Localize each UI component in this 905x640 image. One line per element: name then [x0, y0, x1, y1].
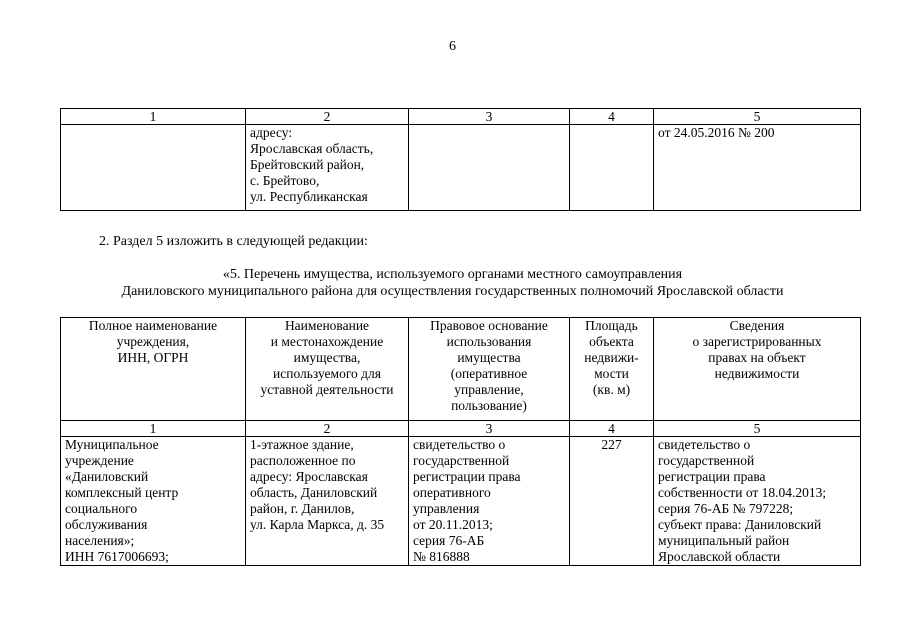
continued-table: [60, 108, 861, 211]
header-cell: Сведения о зарегистрированных правах на объект недвижимости: [654, 318, 861, 421]
column-number: 3: [409, 109, 570, 125]
column-number: 3: [409, 421, 570, 437]
column-number: 5: [654, 109, 861, 125]
header-cell: Полное наименование учреждения, ИНН, ОГРН: [61, 318, 246, 421]
section-title: [0, 266, 905, 300]
column-number: 4: [570, 109, 654, 125]
table-cell-document: от 24.05.2016 № 200: [654, 125, 861, 211]
table-cell: [409, 125, 570, 211]
table-number-row: [61, 109, 861, 125]
property-cell: 1-этажное здание, расположенное по адресу: Ярославская область, Даниловский район, г. Данилов, ул. Карла Маркса, д. 35: [246, 437, 409, 566]
column-number: 1: [61, 109, 246, 125]
table-row: [61, 437, 861, 566]
instruction-text: 2. Раздел 5 изложить в следующей редакции:: [99, 234, 368, 249]
table-number-row: [61, 421, 861, 437]
column-number: 2: [246, 109, 409, 125]
column-number: 1: [61, 421, 246, 437]
property-table: [60, 317, 861, 566]
section-title-line: Даниловского муниципального района для осуществления государственных полномочий Ярославской области: [121, 284, 784, 299]
column-number: 4: [570, 421, 654, 437]
table-cell: [61, 125, 246, 211]
table-cell: [570, 125, 654, 211]
institution-cell: Муниципальное учреждение «Даниловский комплексный центр социального обслуживания населения»; ИНН 7617006693;: [61, 437, 246, 566]
table-row: [61, 125, 861, 211]
section-title-line: «5. Перечень имущества, используемого органами местного самоуправления: [222, 267, 683, 282]
column-number: 2: [246, 421, 409, 437]
header-cell: Правовое основание использования имущества (оперативное управление, пользование): [409, 318, 570, 421]
page-number: 6: [449, 39, 456, 54]
rights-cell: свидетельство о государственной регистрации права собственности от 18.04.2013; серия 76-АБ № 797228; субъект права: Даниловский муниципальный район Ярославской области: [654, 437, 861, 566]
header-cell: Площадь объекта недвижи- мости (кв. м): [570, 318, 654, 421]
header-cell: Наименование и местонахождение имущества, используемого для уставной деятельности: [246, 318, 409, 421]
column-number: 5: [654, 421, 861, 437]
table-cell-address: адресу: Ярославская область, Брейтовский район, с. Брейтово, ул. Республиканская: [246, 125, 409, 211]
legal-basis-cell: свидетельство о государственной регистрации права оперативного управления от 20.11.2013; серия 76-АБ № 816888: [409, 437, 570, 566]
area-cell: 227: [570, 437, 654, 566]
table-header-row: [61, 318, 861, 421]
